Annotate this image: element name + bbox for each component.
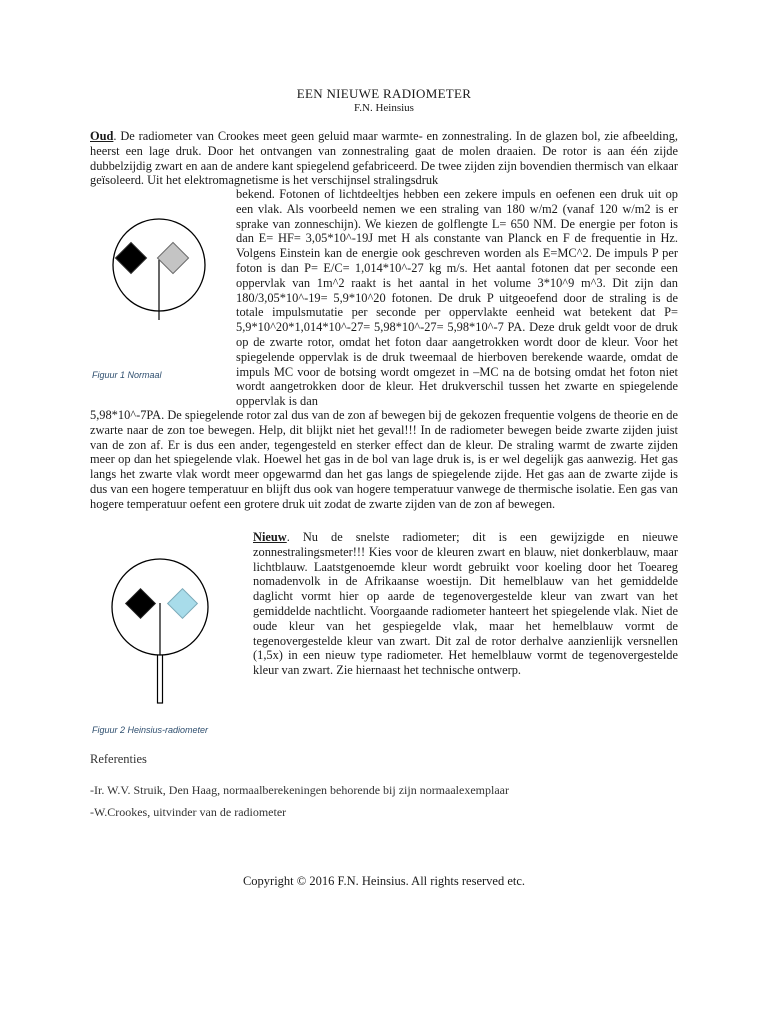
figure-1-radiometer (104, 210, 214, 320)
document-title: EEN NIEUWE RADIOMETER (296, 86, 472, 101)
nieuw-paragraph (253, 530, 678, 678)
oud-text-right: bekend. Fotonen of lichtdeeltjes hebben een zekere impuls en oefenen een druk uit op een vlak. Als voorbeeld nemen we een straling van 180 w/m2 (vanaf 120 w/m2 is er sprake van zonneschijn). We kiezen de golflengte L= 650 NM. De energie per foton is dan E= HF= 3,05*10^-19J met H als constante van Planck en F de frequentie in Hz. Volgens Einstein kan de energie ook geschreven worden als E=MC^2. De impuls P per foton is dan P= E/C= 1,014*10^-27 kg m/s. Het aantal fotonen dat per seconde een oppervlak van 1m^2 raakt is het aantal in het volume 3*10^9 m^3. Dit zijn dan 180/3,05*10^-19= 5,9*10^20 fotonen. De druk P uitgeoefend door de straling is de totale impulsmutatie per seconde per oppervlakte eenheid wat betekent dat P= 5,9*10^20*1,014*10^-27= 5,98*10^-27= 5,98*10^-7 PA. Deze druk geldt voor de druk op de zwarte rotor, omdat het foton daar aangetrokken wordt door de kleur. Voor het spiegelende oppervlak is de druk tweemaal de hierboven berekende waarde, omdat de impuls MC voor de botsing wordt omgezet in –MC na de botsing omdat het foton niet wordt aangetrokken door de kleur. Het drukverschil tussen het zwarte en spiegelende oppervlak is dan (236, 187, 678, 409)
oud-text-top: . De radiometer van Crookes meet geen geluid maar warmte- en zonnestraling. In de glazen bol, zie afbeelding, heerst een lage druk. Door het ontvangen van zonnestraling gaat de molen draaien. De rotor is aan één zijde dubbelzijdig zwart en aan de andere kant spiegelend gefabriceerd. De twee zijden zijn bovendien thermisch van elkaar geïsoleerd. Uit het elektromagnetisme is het verschijnsel stralingsdruk (90, 129, 678, 188)
figure-2-caption: Figuur 2 Heinsius-radiometer (92, 725, 209, 735)
copyright: Copyright © 2016 F.N. Heinsius. All rights reserved etc. (242, 874, 526, 888)
oud-paragraph-top (90, 129, 678, 188)
figure-2-radiometer (105, 555, 215, 705)
reference-item: -Ir. W.V. Struik, Den Haag, normaalberekeningen behorende bij zijn normaalexemplaar (90, 783, 509, 797)
nieuw-text: . Nu de snelste radiometer; dit is een gewijzigde en nieuwe zonnestralingsmeter!!! Kies voor de kleuren zwart en blauw, niet donkerblauw, maar lichtblauw. Laatstgenoemde kleur wordt gebruikt voor koeling door het Toeareg nomadenvolk in de Afrikaanse woestijn. Dit hemelblauw van het gemiddelde daglicht vormt hier op aarde de tegenovergestelde kleur van zwart van het gemiddelde nachtlicht. Voorgaande radiometer hanteert het spiegelende vlak. Niet de oude kleur van het gespiegelde vlak, maar het hemelblauw vormt de tegenovergestelde kleur van zwart. Dit zal de rotor derhalve aanzienlijk versnellen (1,5x) in een nieuw type radiometer. Het hemelblauw vormt de tegenovergestelde kleur van zwart. Zie hiernaast het technische ontwerp. (253, 530, 678, 678)
figure-1-caption: Figuur 1 Normaal (92, 370, 162, 380)
oud-heading: Oud (90, 129, 114, 143)
nieuw-heading: Nieuw (253, 530, 287, 544)
reference-item: -W.Crookes, uitvinder van de radiometer (90, 805, 287, 819)
oud-text-bottom: 5,98*10^-7PA. De spiegelende rotor zal dus van de zon af bewegen bij de gekozen frequentie volgens de theorie en de zwarte naar de zon toe bewegen. Help, dit blijkt niet het geval!!! In de radiometer bewegen beide zwarte zijden juist van de zon af. Er is dus een ander, tegengesteld en sterker effect dan de kleur. De straling warmt de zwarte zijden meer op dan het spiegelende vlak. Hoewel het gas in de bol van lage druk is, is er wel degelijk gas aanwezig. Het gas langs het zwarte vlak wordt meer opgewarmd dan het gas langs de spiegelende zijde. Het gas aan de zwarte zijde is dus van een hogere temperatuur en blijft dus ook van hogere temperatuur vanwege de thermische isolatie. Een gas van hogere temperatuur oefent een grotere druk uit zodat de zwarte zijden van de zon af bewegen. (90, 408, 678, 511)
author: F.N. Heinsius (354, 102, 414, 114)
references-title: Referenties (90, 752, 147, 766)
